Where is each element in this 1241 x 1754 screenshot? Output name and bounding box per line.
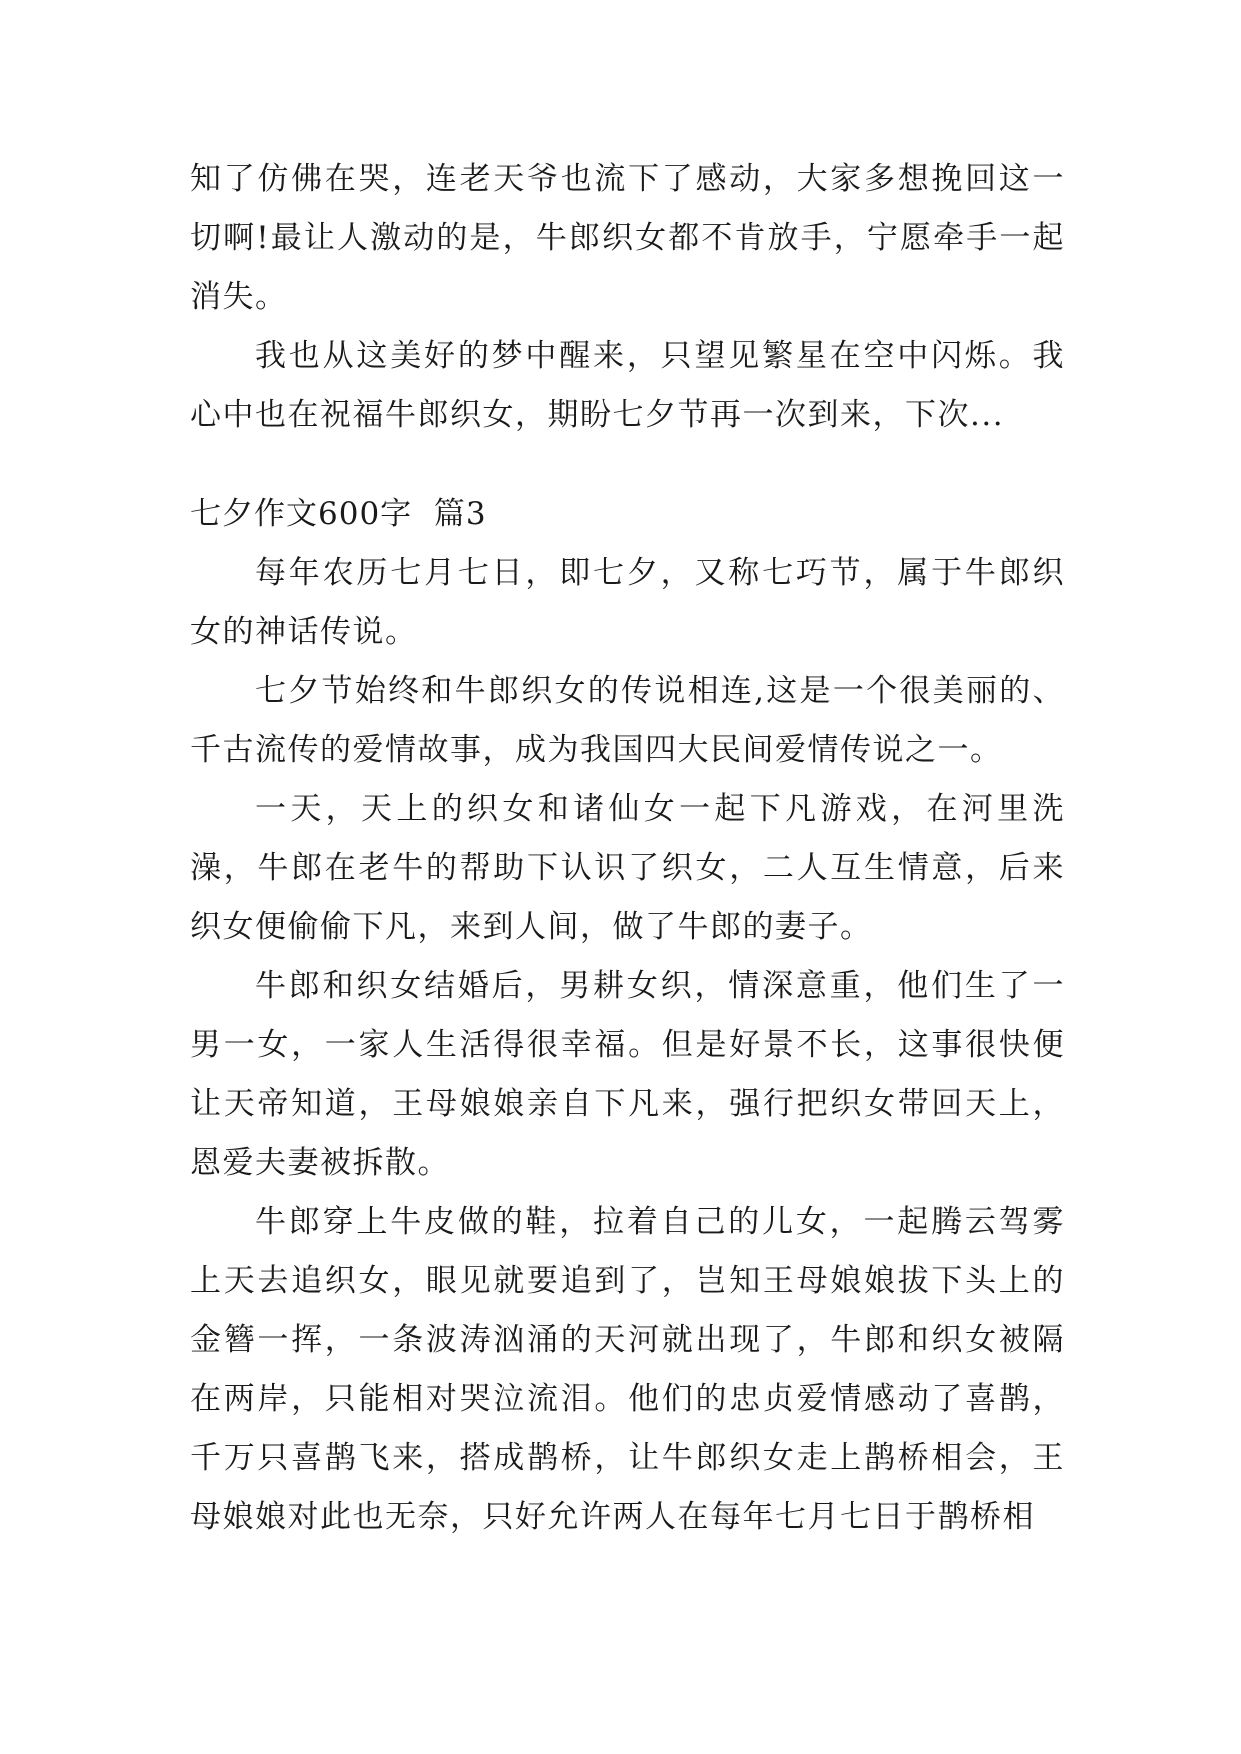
paragraph-magpie-bridge: 牛郎穿上牛皮做的鞋，拉着自己的儿女，一起腾云驾雾上天去追织女，眼见就要追到了，岂知王母娘娘拔下头上的金簪一挥，一条波涛汹涌的天河就出现了，牛郎和织女被隔在两岸，只能相对哭泣流泪。他们的忠贞爱情感动了喜鹊，千万只喜鹊飞来，搭成鹊桥，让牛郎织女走上鹊桥相会，王母娘娘对此也无奈，只好允许两人在每年七月七日于鹊桥相 bbox=[190, 1204, 1065, 1535]
paragraph-marriage: 牛郎和织女结婚后，男耕女织，情深意重，他们生了一男一女，一家人生活得很幸福。但是好景不长，这事很快便让天帝知道，王母娘娘亲自下凡来，强行把织女带回天上，恩爱夫妻被拆散。 bbox=[190, 968, 1065, 1181]
paragraph-qixi-intro: 每年农历七月七日，即七夕，又称七巧节，属于牛郎织女的神话传说。 bbox=[190, 555, 1065, 650]
document-body bbox=[190, 150, 1065, 1547]
paragraph-continuation: 知了仿佛在哭，连老天爷也流下了感动，大家多想挽回这一切啊!最让人激动的是，牛郎织女都不肯放手，宁愿牵手一起消失。 bbox=[190, 161, 1065, 315]
paragraph-meeting: 一天，天上的织女和诸仙女一起下凡游戏，在河里洗澡，牛郎在老牛的帮助下认识了织女，二人互生情意，后来织女便偷偷下凡，来到人间，做了牛郎的妻子。 bbox=[190, 791, 1065, 945]
section-heading: 七夕作文600字 篇3 bbox=[190, 496, 487, 532]
paragraph-dream-ending: 我也从这美好的梦中醒来，只望见繁星在空中闪烁。我心中也在祝福牛郎织女，期盼七夕节再一次到来，下次... bbox=[190, 338, 1065, 433]
paragraph-legend-connection: 七夕节始终和牛郎织女的传说相连,这是一个很美丽的、千古流传的爱情故事，成为我国四大民间爱情传说之一。 bbox=[190, 673, 1065, 768]
